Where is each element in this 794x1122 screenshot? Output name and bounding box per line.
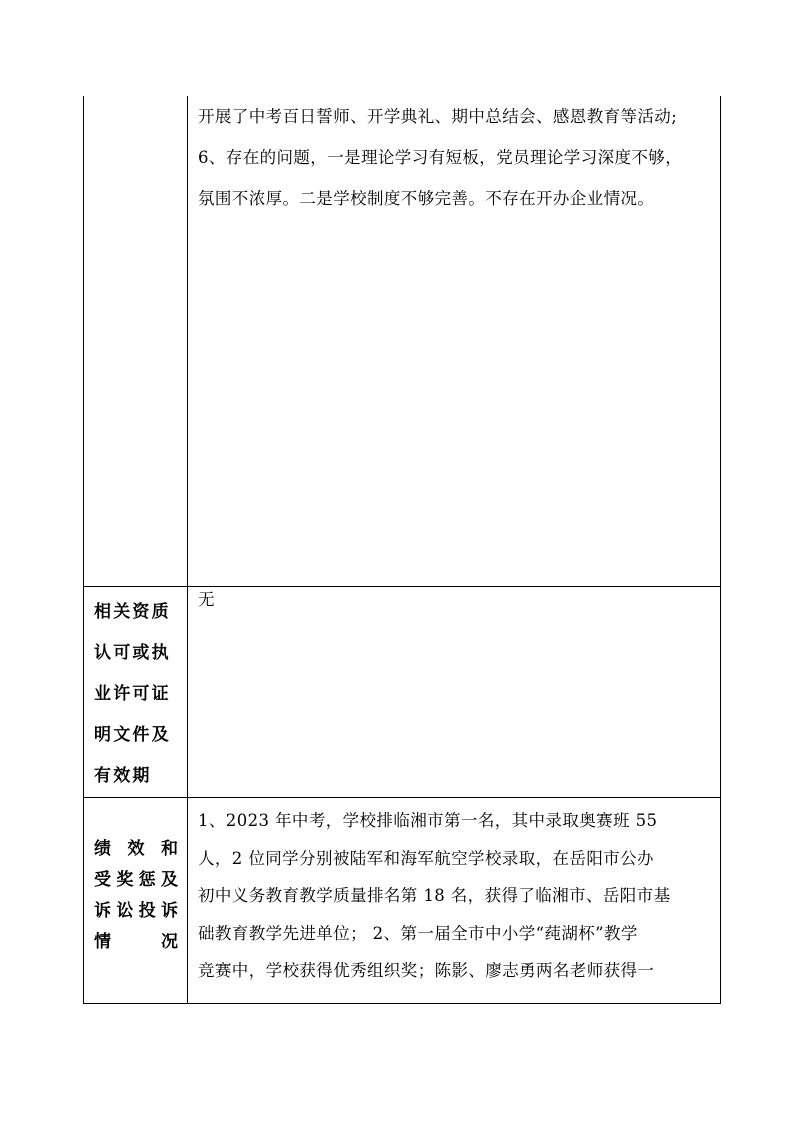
label-line: 情况 — [94, 932, 179, 952]
performance-text — [198, 802, 712, 990]
row-content-cell — [188, 798, 720, 1004]
performance-label — [84, 834, 187, 958]
qualifications-value: 无 — [198, 590, 215, 609]
label-line: 认可或执 — [94, 643, 171, 663]
table-row-qualifications — [84, 586, 720, 797]
row-label-cell — [84, 798, 188, 1004]
qualifications-label — [84, 587, 187, 797]
label-line: 明文件及 — [94, 725, 171, 745]
text-line: 初中义务教育教学质量排名第 18 名，获得了临湘市、岳阳市基 — [198, 886, 671, 905]
row-label-cell — [84, 587, 188, 797]
info-table — [83, 96, 721, 1004]
label-line: 有效期 — [94, 766, 152, 786]
text-line: 1、2023 年中考，学校排临湘市第一名，其中录取奥赛班 55 — [198, 811, 658, 830]
text-line: 础教育教学先进单位； 2、第一届全市中小学“莼湖杯”教学 — [198, 923, 638, 943]
row-content-cell — [188, 96, 720, 586]
table-row-work-summary — [84, 96, 720, 586]
label-line: 业许可证 — [94, 684, 171, 704]
work-summary-text — [198, 96, 712, 219]
text-line: 人，2 位同学分别被陆军和海军航空学校录取，在岳阳市公办 — [198, 848, 654, 868]
table-row-performance-awards — [84, 797, 720, 1004]
label-wrap — [84, 834, 187, 958]
label-line: 受奖惩及 — [94, 870, 179, 890]
label-line: 绩效和 — [94, 839, 179, 859]
label-line: 诉讼投诉 — [94, 901, 179, 921]
text-line: 6、存在的问题，一是理论学习有短板，党员理论学习深度不够， — [198, 148, 683, 167]
row-content-cell — [188, 587, 720, 797]
row-label-cell-empty — [84, 96, 188, 586]
text-line: 开展了中考百日誓师、开学典礼、期中总结会、感恩教育等活动; — [198, 107, 678, 126]
text-line: 竞赛中，学校获得优秀组织奖；陈影、廖志勇两名老师获得一 — [198, 961, 655, 980]
text-line: 氛围不浓厚。二是学校制度不够完善。不存在开办企业情况。 — [198, 189, 655, 208]
label-line: 相关资质 — [94, 602, 171, 622]
